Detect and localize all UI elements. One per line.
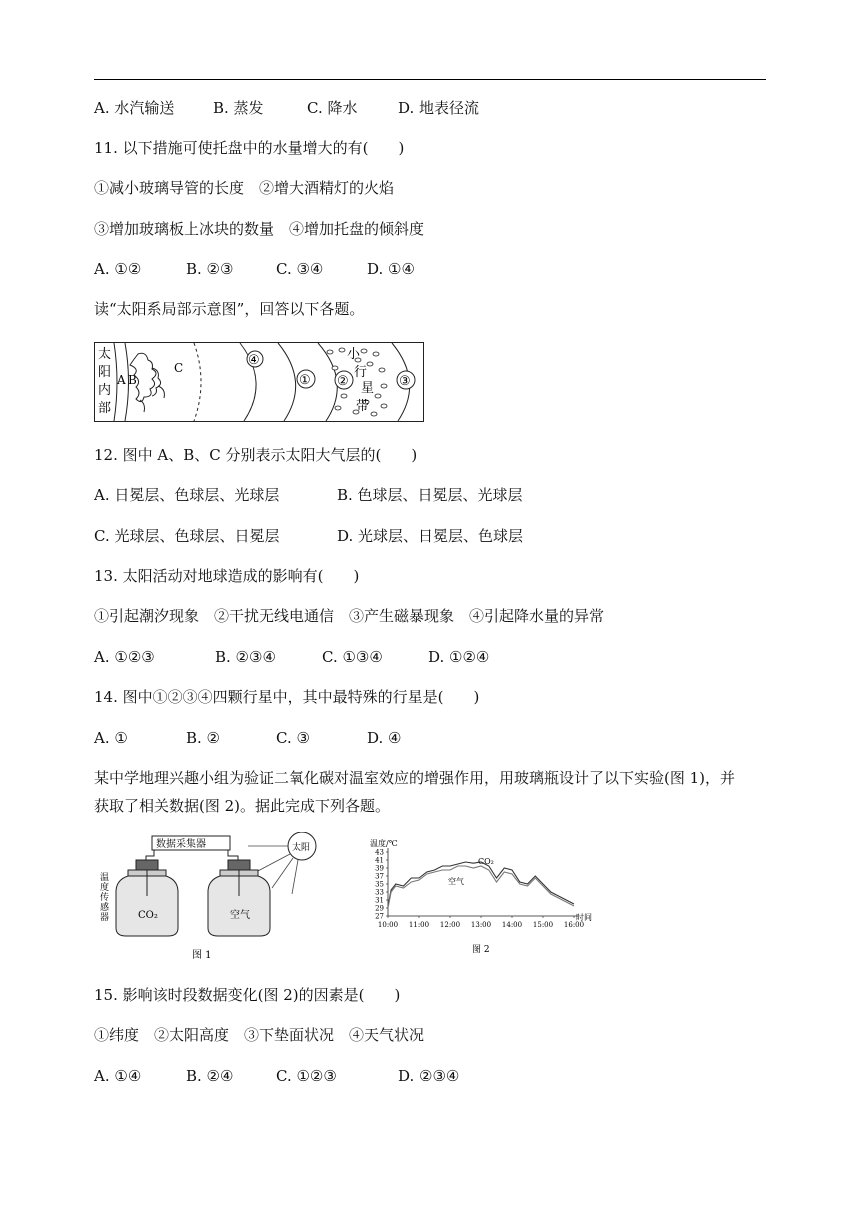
q13-option-a: A. ①②③ xyxy=(94,648,155,666)
q12-option-a: A. 日冕层、色球层、光球层 xyxy=(94,486,280,504)
q13-items: ①引起潮汐现象 ②干扰无线电通信 ③产生磁暴现象 ④引起降水量的异常 xyxy=(94,607,605,625)
intro-solar: 读“太阳系局部示意图”，回答以下各题。 xyxy=(94,300,365,318)
q12-option-b: B. 色球层、日冕层、光球层 xyxy=(337,486,523,504)
q11-option-a: A. ①② xyxy=(94,260,142,278)
planet-2-label: ② xyxy=(337,374,349,389)
belt-label-3: 星 xyxy=(361,381,375,396)
series-label-air: 空气 xyxy=(448,877,464,886)
y-tick-label: 37 xyxy=(375,872,384,881)
y-tick-label: 39 xyxy=(375,864,384,873)
planet-3-label: ③ xyxy=(399,374,411,389)
q15-items: ①纬度 ②太阳高度 ③下垫面状况 ④天气状况 xyxy=(94,1026,425,1044)
q14-option-c: C. ③ xyxy=(276,729,310,747)
q11-option-c: C. ③④ xyxy=(276,260,324,278)
q11-items-2: ③增加玻璃板上冰块的数量 ④增加托盘的倾斜度 xyxy=(94,220,425,238)
q15-option-b: B. ②④ xyxy=(186,1067,234,1085)
collector-label: 数据采集器 xyxy=(156,839,206,850)
x-tick-label: 14:00 xyxy=(501,921,523,929)
q11-option-d: D. ①④ xyxy=(367,260,415,278)
q13-option-d: D. ①②④ xyxy=(428,648,490,666)
x-tick-label: 11:00 xyxy=(408,921,430,929)
q14-option-b: B. ② xyxy=(186,729,221,747)
x-tick-label: 13:00 xyxy=(470,921,492,929)
q11-option-b: B. ②③ xyxy=(186,260,234,278)
sensor-label-2: 度 xyxy=(100,883,110,893)
q15-option-c: C. ①②③ xyxy=(276,1067,337,1085)
y-tick-label: 31 xyxy=(375,896,384,905)
q15-option-a: A. ①④ xyxy=(94,1067,142,1085)
q14-option-d: D. ④ xyxy=(367,729,402,747)
sensor-label-4: 感 xyxy=(100,903,110,913)
sun-label: 太阳 xyxy=(292,843,311,853)
layer-b-label: B xyxy=(128,373,137,387)
x-tick-label: 10:00 xyxy=(377,921,399,929)
y-tick-label: 43 xyxy=(375,848,384,857)
q11-items-1: ①减小玻璃导管的长度 ②增大酒精灯的火焰 xyxy=(94,179,395,197)
q11-stem: 11. 以下措施可使托盘中的水量增大的有( ) xyxy=(94,139,405,157)
y-tick-label: 41 xyxy=(375,856,384,865)
q12-option-d: D. 光球层、日冕层、色球层 xyxy=(337,527,524,545)
q15-option-d: D. ②③④ xyxy=(398,1067,460,1085)
sun-label-4: 部 xyxy=(98,401,112,416)
q12-option-c: C. 光球层、色球层、日冕层 xyxy=(94,527,280,545)
q14-stem: 14. 图中①②③④四颗行星中，其中最特殊的行星是( ) xyxy=(94,688,480,706)
chart-ylabel: 温度/℃ xyxy=(370,839,398,848)
sun-label-2: 阳 xyxy=(98,365,112,380)
x-tick-label: 12:00 xyxy=(439,921,461,929)
q13-option-c: C. ①③④ xyxy=(322,648,383,666)
jar-co2 xyxy=(116,860,178,936)
q15-stem: 15. 影响该时段数据变化(图 2)的因素是( ) xyxy=(94,986,401,1004)
jar-air xyxy=(208,860,270,936)
y-tick-label: 33 xyxy=(375,888,384,897)
planet-4-label: ④ xyxy=(248,353,260,368)
intro-co2-line-2: 获取了相关数据(图 2)。据此完成下列各题。 xyxy=(94,797,391,815)
sensor-label-5: 器 xyxy=(100,913,110,923)
sensor-label-3: 传 xyxy=(100,893,110,903)
header-rule xyxy=(94,79,766,80)
solar-system-figure xyxy=(94,342,424,422)
q10-option-a: A. 水汽输送 xyxy=(94,99,175,117)
x-tick-label: 16:00 xyxy=(563,921,585,929)
layer-a-label: A xyxy=(117,373,126,387)
q10-option-c: C. 降水 xyxy=(307,99,358,117)
layer-c-label: C xyxy=(174,361,184,375)
figure1-caption: 图 1 xyxy=(192,950,212,961)
belt-label-4: 带 xyxy=(356,399,370,414)
figure2-caption: 图 2 xyxy=(472,945,490,955)
sun-label-3: 内 xyxy=(98,383,112,398)
q13-stem: 13. 太阳活动对地球造成的影响有( ) xyxy=(94,567,360,585)
experiment-figure xyxy=(96,832,326,962)
belt-label-1: 小 xyxy=(347,347,361,362)
q10-option-d: D. 地表径流 xyxy=(398,99,480,117)
q12-stem: 12. 图中 A、B、C 分别表示太阳大气层的( ) xyxy=(94,446,418,464)
sensor-label-1: 温 xyxy=(100,873,110,883)
y-tick-label: 35 xyxy=(375,880,384,889)
sun-label-1: 太 xyxy=(98,347,112,362)
chart-xlabel: 时间 xyxy=(576,913,592,922)
planet-1-label: ① xyxy=(299,373,311,388)
belt-label-2: 行 xyxy=(354,365,368,380)
series-label-co2: CO₂ xyxy=(478,857,494,866)
jar-air-label: 空气 xyxy=(230,910,250,921)
q10-option-b: B. 蒸发 xyxy=(213,99,264,117)
y-tick-label: 29 xyxy=(375,904,384,913)
temperature-chart xyxy=(366,834,606,960)
q13-option-b: B. ②③④ xyxy=(215,648,276,666)
q14-option-a: A. ① xyxy=(94,729,128,747)
y-tick-label: 27 xyxy=(375,912,384,921)
series-line-co2 xyxy=(388,862,574,906)
jar-co2-label: CO₂ xyxy=(138,910,158,921)
intro-co2-line-1: 某中学地理兴趣小组为验证二氧化碳对温室效应的增强作用，用玻璃瓶设计了以下实验(图 1)，并 xyxy=(94,769,736,787)
x-tick-label: 15:00 xyxy=(532,921,554,929)
